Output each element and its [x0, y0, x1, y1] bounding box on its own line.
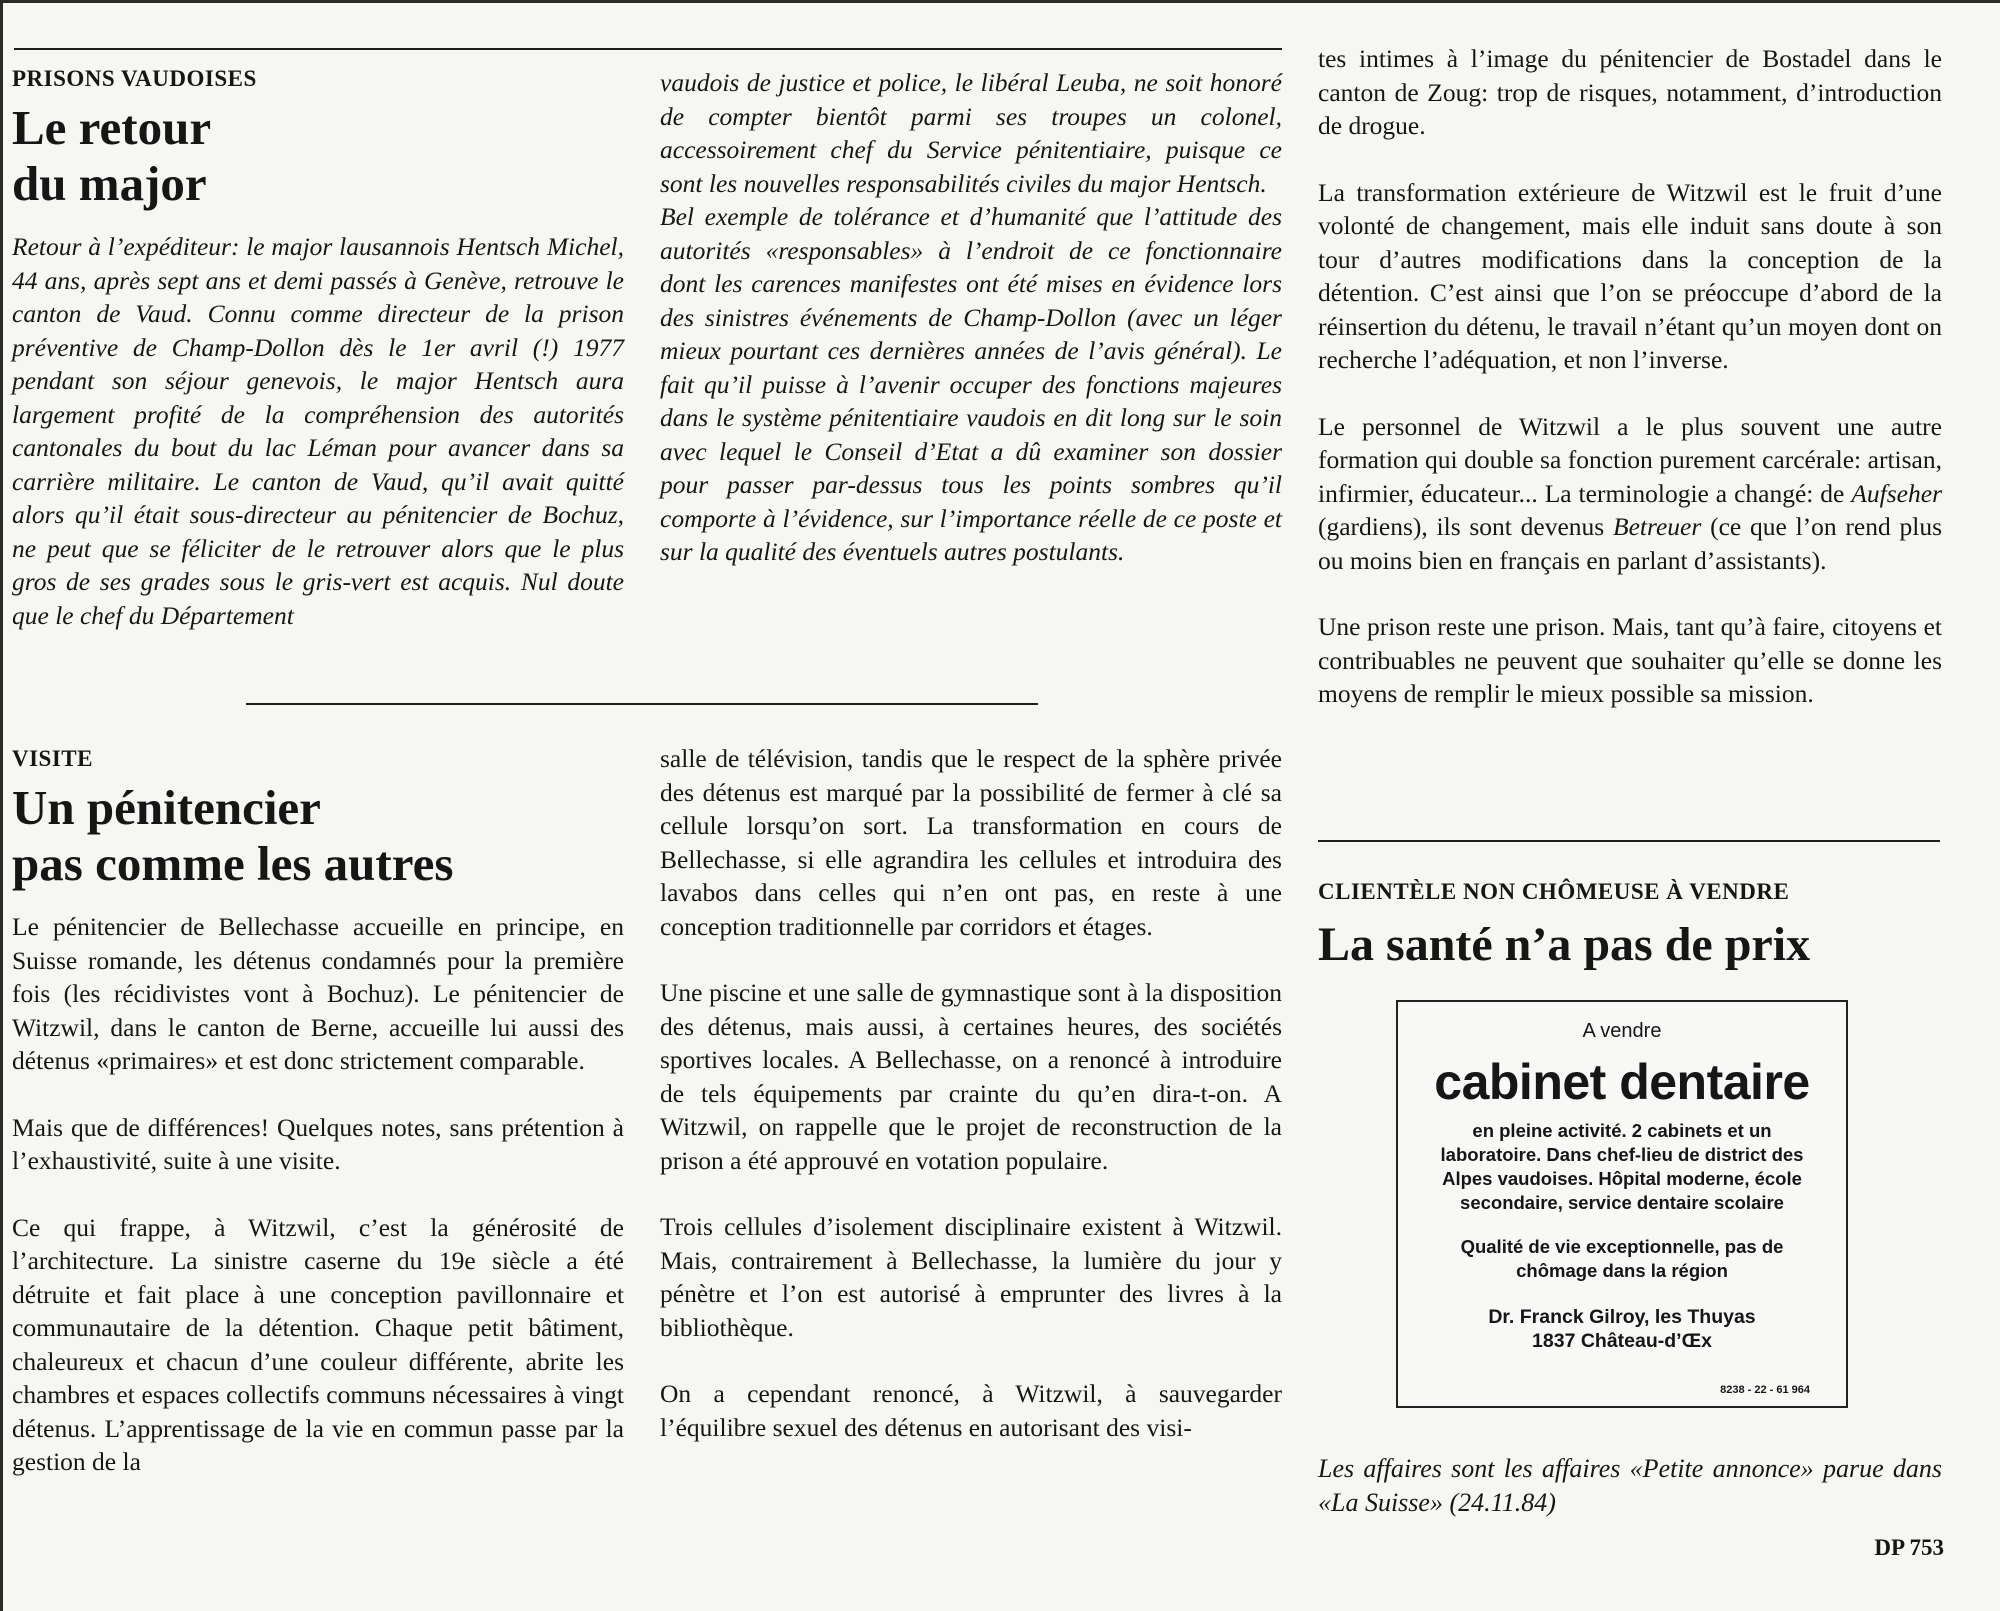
article2-kicker: VISITE — [12, 746, 93, 771]
term-aufseher: Aufseher — [1851, 478, 1942, 508]
article2-col1-p1: Le pénitencier de Bellechasse accueille en principe, en Suisse romande, les détenus condamnés pour la première fois (les récidivistes vont à Bochuz). Le pénitencier de Witzwil, dans le canton de Berne, accueille lui aussi des détenus «primaires» et est donc strictement comparable. — [12, 912, 624, 1075]
ad-caption: Les affaires sont les affaires «Petite annonce» parue dans «La Suisse» (24.11.84) — [1318, 1454, 1942, 1517]
ad-quality: Qualité de vie exceptionnelle, pas de chômage dans la région — [1460, 1236, 1784, 1281]
article1-col1-text: Retour à l’expéditeur: le major lausannois Hentsch Michel, 44 ans, après sept ans et demi passés à Genève, retrouve le canton de Vaud. Connu comme directeur de la prison préventive de Champ-Dollon dès le 1er avril (!) 1977 pendant son séjour genevois, le major Hentsch aura largement profité de la compréhension des autorités cantonales du bout du lac Léman pour avancer dans sa carrière militaire. Le canton de Vaud, qu’il avait quitté alors qu’il était sous-directeur au pénitencier de Bochuz, ne peut que se féliciter de le retrouver alors que le plus gros de ses grades sous le gris-vert est acquis. Nul doute que le chef du Département — [12, 232, 624, 630]
article3-header — [1318, 875, 1942, 991]
mid-rule — [246, 703, 1038, 705]
article3-kicker: CLIENTÈLE NON CHÔMEUSE À VENDRE — [1318, 879, 1790, 904]
ad-small-heading: A vendre — [1582, 1020, 1662, 1042]
article1-kicker: PRISONS VAUDOISES — [12, 66, 257, 91]
article3-title: La santé n’a pas de prix — [1318, 918, 1811, 971]
article2-title — [12, 780, 624, 892]
article2-col1-p2: Mais que de différences! Quelques notes, sans prétention à l’exhaustivité, suite à une visite. — [12, 1112, 624, 1175]
article1-col2 — [660, 66, 1282, 569]
ad-contact-address: 1837 Château-d’Œx — [1532, 1330, 1712, 1352]
article1-col2-p1: vaudois de justice et police, le libéral Leuba, ne soit honoré de compter bientôt parmi ses troupes un colonel, accessoirement chef du Service pénitentiaire, puisque ce sont les nouvelles responsabilités civiles du major Hentsch. — [660, 68, 1282, 198]
article2-col2-text — [660, 742, 1282, 1444]
article2-title-line2: pas comme les autres — [12, 836, 454, 891]
article2-title-line1: Un pénitencier — [12, 780, 321, 835]
article1-title — [12, 100, 624, 212]
page-footer: DP 753 — [1874, 1535, 1944, 1560]
article2-col1-p3: Ce qui frappe, à Witzwil, c’est la générosité de l’architecture. La sinistre caserne du 19e siècle a été détruite et fait place à une conception pavillonnaire et communautaire de la détention. Chaque petit bâtiment, chaleureux et chacun d’une couleur différente, abrite les chambres et espaces collectifs communs nécessaires à vingt détenus. L’apprentissage de la vie en commun passe par la gestion de la — [12, 1212, 624, 1476]
article2-col3-p3-c: (ce que l’on rend plus ou moins bien en français en parlant d’assistants). — [1318, 512, 1943, 575]
article2-col2-p3: Trois cellules d’isolement disciplinaire existent à Witzwil. Mais, contrairement à Bellechasse, la lumière du jour y pénètre et l’on est autorisé à emprunter des livres à la bibliothèque. — [660, 1212, 1282, 1342]
article2-col1 — [12, 742, 624, 1479]
article2-col3-p4: Une prison reste une prison. Mais, tant qu’à faire, citoyens et contribuables ne peuvent que souhaiter qu’elle se donne les moyens de remplir le mieux possible sa mission. — [1318, 612, 1942, 708]
page-top-edge — [0, 0, 2000, 3]
article1-title-line2: du major — [12, 156, 207, 211]
right-rule — [1318, 840, 1940, 842]
article2-col2-p2: Une piscine et une salle de gymnastique sont à la disposition des détenus, mais aussi, à certaines heures, des sociétés sportives locales. A Bellechasse, on a renoncé à introduire de tels équipements par crainte du qu’en dira-t-on. A Witzwil, on rappelle que le projet de reconstruction de la prison a été approuvé en votation populaire. — [660, 978, 1282, 1175]
term-betreuer: Betreuer — [1613, 512, 1702, 541]
ad-contact — [1398, 1305, 1846, 1353]
ad-description: en pleine activité. 2 cabinets et un laboratoire. Dans chef-lieu de district des Alpes vaudoises. Hôpital moderne, école secondaire, service dentaire scolaire — [1440, 1120, 1804, 1213]
article2-col3-p3-a: Le personnel de Witzwil a le plus souvent une autre formation qui double sa fonction purement carcérale: artisan, infirmier, éducateur... La terminologie a changé: de — [1318, 411, 1942, 508]
ad-contact-name: Dr. Franck Gilroy, les Thuyas — [1488, 1306, 1756, 1328]
article2-col3-p2: La transformation extérieure de Witzwil est le fruit d’une volonté de changement, mais elle induit sans doute à son tour d’autres modifications dans la conception de la détention. C’est ainsi que l’on se préoccupe d’abord de la réinsertion du détenu, le travail n’étant qu’un moyen dont on recherche l’adéquation, et non l’inverse. — [1318, 177, 1942, 374]
page-left-edge — [0, 0, 3, 1611]
article2-col3-p3-b: (gardiens), ils sont devenus — [1318, 512, 1614, 541]
article2-col3 — [1318, 42, 1942, 711]
article1-col2-p2: Bel exemple de tolérance et d’humanité que l’attitude des autorités «responsables» à l’endroit de ce fonctionnaire dont les carences manifestes ont été mises en évidence lors des sinistres événements de Champ-Dollon (avec un léger mieux pourtant ces dernières années de l’avis général). Le fait qu’il puisse à l’avenir occuper des fonctions majeures dans le système pénitentiaire vaudois en dit long sur le soin avec lequel le Conseil d’Etat a dû examiner son dossier pour passer par-dessus tous les points sombres qu’il comporte à l’évidence, sur l’importance réelle de ce poste et sur la qualité des éventuels autres postulants. — [660, 202, 1282, 566]
article1-title-line1: Le retour — [12, 100, 212, 155]
classified-ad — [1396, 1000, 1848, 1408]
article2-col2-p1: salle de télévision, tandis que le respect de la sphère privée des détenus est marqué par la possibilité de fermer à clé sa cellule lorsqu’on sort. La transformation en cours de Bellechasse, si elle agrandira les cellules et introduira des lavabos dans celles qui n’en ont pas, en reste à une conception traditionnelle par corridors et étages. — [660, 744, 1282, 941]
article1-col1 — [12, 62, 624, 632]
article2-col3-p1: tes intimes à l’image du pénitencier de Bostadel dans le canton de Zoug: trop de risques, notamment, d’introduction de drogue. — [1318, 44, 1942, 140]
top-rule — [14, 48, 1282, 50]
article1-col2-text — [660, 66, 1282, 569]
article2-col1-text — [12, 910, 624, 1479]
article2-col2-p4: On a cependant renoncé, à Witzwil, à sauvegarder l’équilibre sexuel des détenus en autorisant des visi- — [660, 1379, 1282, 1442]
ad-code: 8238 - 22 - 61 964 — [1720, 1384, 1810, 1396]
article2-col3-text — [1318, 42, 1942, 711]
article2-col2 — [660, 742, 1282, 1444]
article2-col3-p3 — [1318, 410, 1942, 578]
ad-big-heading: cabinet dentaire — [1434, 1054, 1810, 1110]
